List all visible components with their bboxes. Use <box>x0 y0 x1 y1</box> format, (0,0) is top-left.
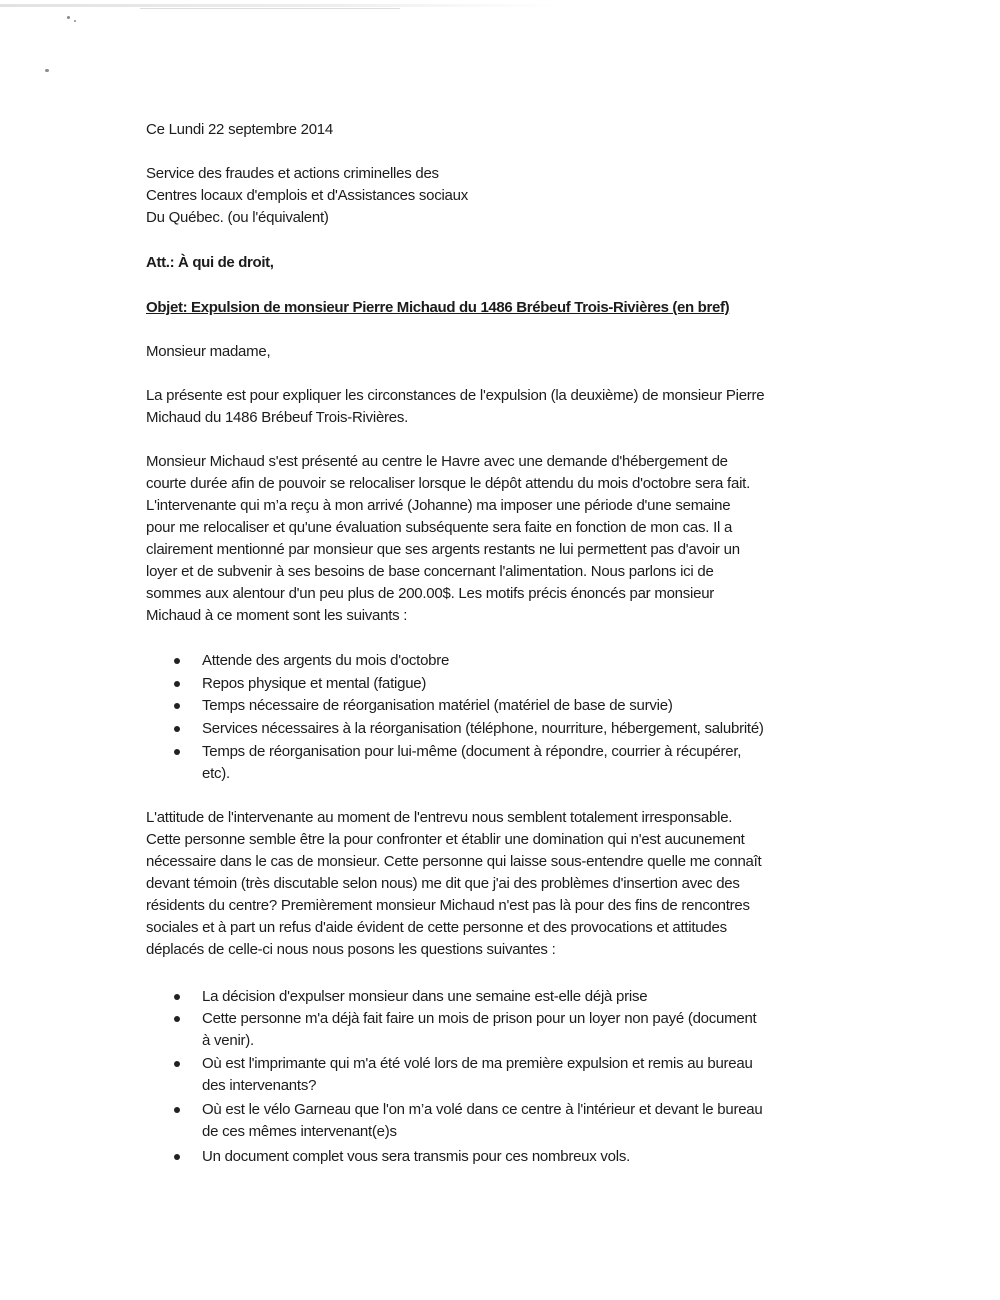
list-item-text: Un document complet vous sera transmis pour ces nombreux vols. <box>202 1148 631 1165</box>
intro-line: Michaud du 1486 Brébeuf Trois-Rivières. <box>146 409 409 426</box>
body1-line: pour me relocaliser et qu'une évaluation subséquente sera faite en fonction de mon cas. Il a <box>146 519 733 536</box>
question-list-item <box>202 1099 763 1143</box>
list-item-text: Repos physique et mental (fatigue) <box>202 675 427 692</box>
list-item-text: à venir). <box>202 1032 254 1049</box>
motif-list-item <box>202 718 764 740</box>
list-item-text: Attende des argents du mois d'octobre <box>202 652 450 669</box>
scan-mark <box>0 4 560 7</box>
list-item-text: Temps de réorganisation pour lui-même (document à répondre, courrier à récupérer, <box>202 743 742 760</box>
bullet-icon <box>174 1107 180 1113</box>
scan-dot <box>45 69 49 72</box>
bullet-icon <box>174 749 180 755</box>
recipient-line: Service des fraudes et actions criminelles des <box>146 165 439 182</box>
body1-line: sommes aux alentour d'un peu plus de 200.00$. Les motifs précis énoncés par monsieur <box>146 585 715 602</box>
question-list-item <box>202 986 647 1008</box>
list-item-text: Où est l'imprimante qui m'a été volé lors de ma première expulsion et remis au bureau <box>202 1055 753 1072</box>
body1-line: clairement mentionné par monsieur que ses argents restants ne lui permettent pas d'avoir un <box>146 541 740 558</box>
question-list-item <box>202 1008 756 1052</box>
list-item-text: Services nécessaires à la réorganisation (téléphone, nourriture, hébergement, salubrité) <box>202 720 764 737</box>
bullet-icon <box>174 703 180 709</box>
bullet-icon <box>174 994 180 1000</box>
motif-list-item <box>202 741 741 785</box>
list-item-text: Cette personne m'a déjà fait faire un mois de prison pour un loyer non payé (document <box>202 1010 757 1027</box>
body2-line: sociales et à part un refus d'aide évident de cette personne et des provocations et attitudes <box>146 919 727 936</box>
list-item-text: des intervenants? <box>202 1077 317 1094</box>
body1-line: Monsieur Michaud s'est présenté au centre le Havre avec une demande d'hébergement de <box>146 453 728 470</box>
recipient-line: Centres locaux d'emplois et d'Assistances sociaux <box>146 187 468 204</box>
list-item-text: Où est le vélo Garneau que l'on m’a volé dans ce centre à l'intérieur et devant le bureau <box>202 1101 763 1118</box>
motif-list-item <box>202 673 426 695</box>
motif-list-item <box>202 695 673 717</box>
body2-line: résidents du centre? Premièrement monsieur Michaud n'est pas là pour des fins de rencontres <box>146 897 750 914</box>
body1-line: Michaud à ce moment sont les suivants : <box>146 607 408 624</box>
scan-mark <box>140 8 400 9</box>
recipient-line: Du Québec. (ou l'équivalent) <box>146 209 329 226</box>
body2-line: Cette personne semble être la pour confronter et établir une domination qui n'est aucunement <box>146 831 745 848</box>
body1-line: loyer et de subvenir à ses besoins de base concernant l'alimentation. Nous parlons ici de <box>146 563 714 580</box>
subject-line: Objet: Expulsion de monsieur Pierre Michaud du 1486 Brébeuf Trois-Rivières (en bref) <box>146 299 730 316</box>
scan-dot <box>67 16 70 19</box>
intro-line: La présente est pour expliquer les circonstances de l'expulsion (la deuxième) de monsieur Pierre <box>146 387 765 404</box>
bullet-icon <box>174 658 180 664</box>
body2-line: nécessaire dans le cas de monsieur. Cette personne qui laisse sous-entendre quelle me connaît <box>146 853 762 870</box>
body1-line: L'intervenante qui m’a reçu à mon arrivé (Johanne) ma imposer une période d'une semaine <box>146 497 731 514</box>
body2-line: L'attitude de l'intervenante au moment de l'entrevu nous semblent totalement irresponsable. <box>146 809 733 826</box>
list-item-text: etc). <box>202 765 230 782</box>
list-item-text: La décision d'expulser monsieur dans une semaine est-elle déjà prise <box>202 988 648 1005</box>
letter-date: Ce Lundi 22 septembre 2014 <box>146 121 333 138</box>
bullet-icon <box>174 1061 180 1067</box>
scan-dot <box>74 20 76 22</box>
salutation: Monsieur madame, <box>146 343 271 360</box>
body2-line: devant témoin (très discutable selon nous) me dit que j'ai des problèmes d'insertion avec des <box>146 875 740 892</box>
bullet-icon <box>174 1016 180 1022</box>
bullet-icon <box>174 1154 180 1160</box>
list-item-text: de ces mêmes intervenant(e)s <box>202 1123 397 1140</box>
attention-line: Att.: À qui de droit, <box>146 254 274 271</box>
list-item-text: Temps nécessaire de réorganisation matériel (matériel de base de survie) <box>202 697 673 714</box>
motif-list-item <box>202 650 449 672</box>
bullet-icon <box>174 726 180 732</box>
body1-line: courte durée afin de pouvoir se relocaliser lorsque le dépôt attendu du mois d'octobre sera fait. <box>146 475 750 492</box>
bullet-icon <box>174 681 180 687</box>
body2-line: déplacés de celle-ci nous nous posons les questions suivantes : <box>146 941 556 958</box>
question-list-item <box>202 1053 753 1097</box>
question-list-item <box>202 1146 630 1168</box>
